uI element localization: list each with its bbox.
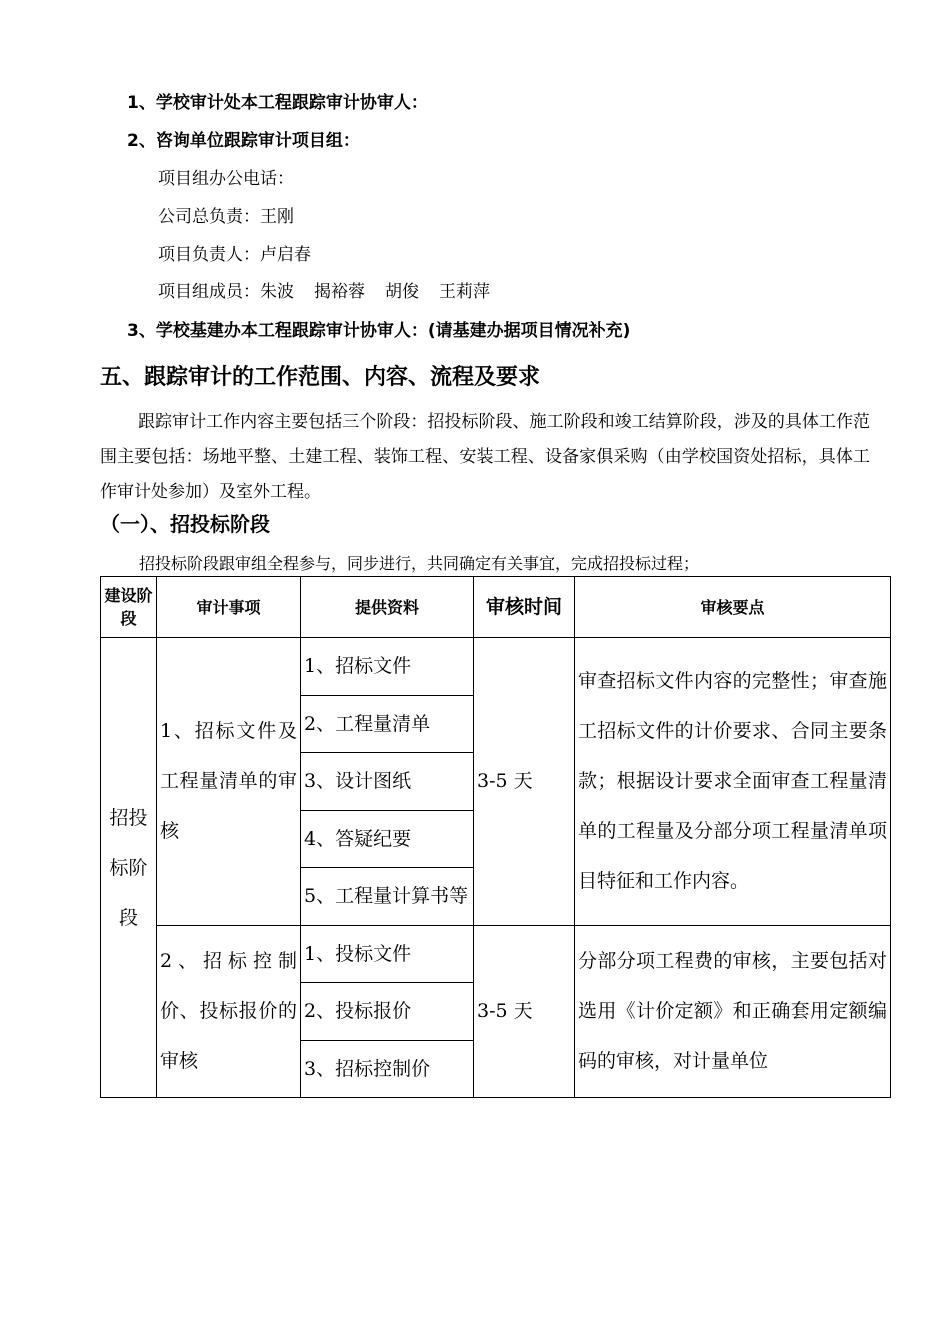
consulting-team-item: 2、咨询单位跟踪审计项目组： bbox=[127, 131, 360, 151]
time-cell: 3-5 天 bbox=[474, 925, 575, 1098]
subsection-heading: （一）、招投标阶段 bbox=[100, 512, 270, 536]
header-stage: 建设阶段 bbox=[101, 577, 157, 638]
header-time: 审核时间 bbox=[474, 577, 575, 638]
material-cell: 2、投标报价 bbox=[301, 983, 474, 1041]
construction-office-coauditor-item: 3、学校基建办本工程跟踪审计协审人：(请基建办据项目情况补充) bbox=[127, 321, 631, 341]
table-row bbox=[101, 638, 891, 696]
material-cell: 4、答疑纪要 bbox=[301, 810, 474, 868]
audit-office-coauditor-item: 1、学校审计处本工程跟踪审计协审人： bbox=[127, 93, 428, 113]
table-header-row bbox=[101, 577, 891, 638]
material-cell: 3、招标控制价 bbox=[301, 1040, 474, 1098]
header-points: 审核要点 bbox=[575, 577, 891, 638]
stage-cell: 招投标阶段 bbox=[101, 638, 157, 1098]
points-cell: 审查招标文件内容的完整性；审查施工招标文件的计价要求、合同主要条款；根据设计要求全面审查工程量清单的工程量及分部分项工程量清单项目特征和工作内容。 bbox=[575, 638, 891, 926]
header-item: 审计事项 bbox=[157, 577, 301, 638]
audit-item-cell: 1、招标文件及工程量清单的审核 bbox=[157, 638, 301, 926]
material-cell: 1、投标文件 bbox=[301, 925, 474, 983]
members-label: 项目组成员： bbox=[158, 282, 260, 302]
audit-item-cell: 2、招标控制价、投标报价的审核 bbox=[157, 925, 301, 1098]
header-materials: 提供资料 bbox=[301, 577, 474, 638]
section-heading: 五、跟踪审计的工作范围、内容、流程及要求 bbox=[100, 365, 541, 390]
member-name: 胡俊 bbox=[385, 282, 419, 302]
audit-table bbox=[100, 576, 891, 1098]
table-row bbox=[101, 925, 891, 983]
time-cell: 3-5 天 bbox=[474, 638, 575, 926]
scope-paragraph: 跟踪审计工作内容主要包括三个阶段：招投标阶段、施工阶段和竣工结算阶段，涉及的具体工作范围主要包括：场地平整、土建工程、装饰工程、安装工程、设备家俱采购（由学校国资处招标，具体工作审计处参加）及室外工程。 bbox=[100, 412, 870, 502]
material-cell: 1、招标文件 bbox=[301, 638, 474, 696]
general-manager-line: 公司总负责：王刚 bbox=[158, 207, 294, 227]
project-lead-line: 项目负责人：卢启春 bbox=[158, 245, 311, 265]
member-name: 揭裕蓉 bbox=[314, 282, 365, 302]
material-cell: 5、工程量计算书等 bbox=[301, 868, 474, 926]
points-cell: 分部分项工程费的审核，主要包括对选用《计价定额》和正确套用定额编码的审核，对计量单位 bbox=[575, 925, 891, 1098]
office-phone-line: 项目组办公电话： bbox=[158, 169, 294, 189]
material-cell: 3、设计图纸 bbox=[301, 753, 474, 811]
member-name: 朱波 bbox=[260, 282, 294, 302]
subsection-intro: 招投标阶段跟审组全程参与，同步进行，共同确定有关事宜，完成招投标过程； bbox=[139, 554, 700, 573]
team-members-line bbox=[158, 277, 510, 302]
material-cell: 2、工程量清单 bbox=[301, 695, 474, 753]
member-name: 王莉萍 bbox=[439, 282, 490, 302]
